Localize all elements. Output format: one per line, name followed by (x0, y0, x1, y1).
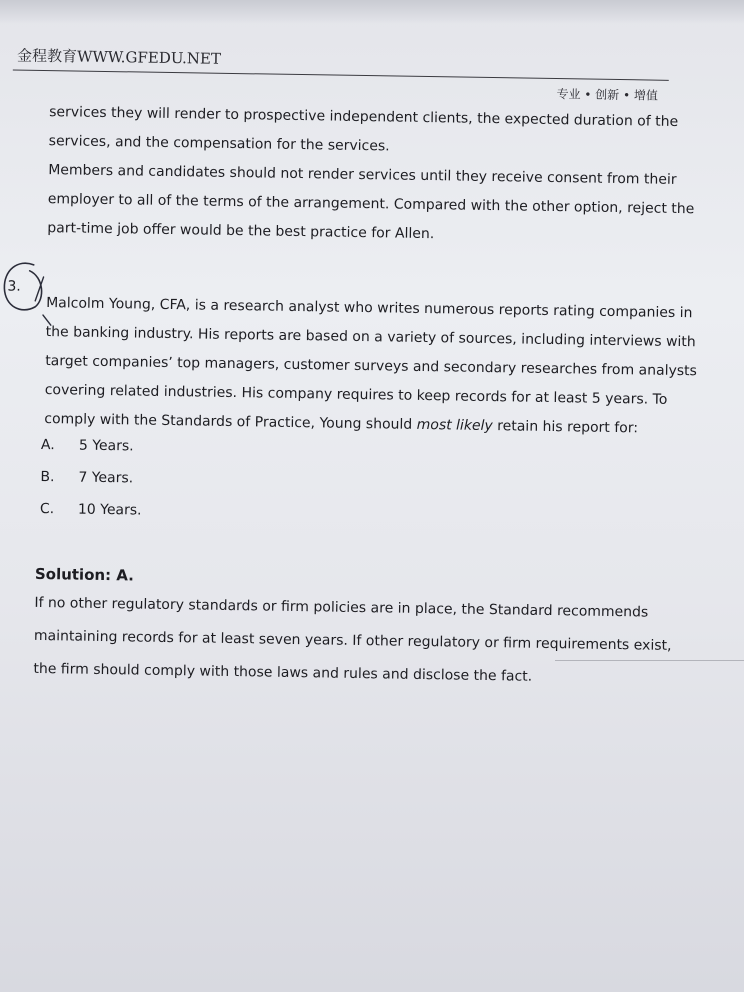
solution-line: If no other regulatory standards or firm policies are in place, the Standard recommends (34, 594, 649, 621)
question-paragraph (44, 289, 698, 444)
solution-heading: Solution: A. (34, 564, 135, 585)
option-letter: B. (40, 468, 55, 486)
header-rule (13, 70, 669, 81)
intro-line: Members and candidates should not render services until they receive consent from their (48, 162, 677, 188)
question-text: comply with the Standards of Practice, Young should (44, 411, 417, 433)
intro-line: employer to all of the terms of the arrangement. Compared with the other option, reject the (47, 191, 695, 218)
question-text: retain his report for: (492, 418, 639, 437)
page-fold-line (555, 660, 744, 661)
emphasis-text: most likely (416, 416, 493, 435)
intro-paragraph (47, 98, 695, 253)
question-line: Malcolm Young, CFA, is a research analyst who writes numerous reports rating companies in (46, 295, 693, 322)
option-letter: A. (40, 436, 55, 454)
question-line: target companies’ top managers, customer surveys and secondary researches from analysts (45, 353, 698, 380)
solution-line: maintaining records for at least seven years. If other regulatory or firm requirements exist, (33, 627, 672, 654)
intro-line: part-time job offer would be the best practice for Allen. (47, 220, 435, 243)
option-a (41, 437, 134, 454)
intro-line: services they will render to prospective independent clients, the expected duration of the (49, 104, 679, 130)
intro-line: services, and the compensation for the services. (48, 133, 390, 155)
header-slogan: 专业 • 创新 • 增值 (556, 87, 659, 103)
solution-paragraph (33, 587, 674, 696)
option-text: 10 Years. (77, 501, 142, 519)
option-letter: C. (39, 500, 55, 518)
option-text: 7 Years. (78, 469, 134, 487)
header-brand: 金程教育WWW.GFEDU.NET (16, 46, 222, 68)
question-number: 3. (7, 278, 21, 295)
solution-line: the firm should comply with those laws and rules and disclose the fact. (33, 660, 533, 685)
option-b (40, 469, 133, 486)
option-text: 5 Years. (78, 437, 134, 455)
question-line: covering related industries. His company requires to keep records for at least 5 years. To (44, 382, 668, 408)
option-c (40, 501, 142, 519)
question-line: the banking industry. His reports are based on a variety of sources, including interviews with (45, 324, 696, 351)
